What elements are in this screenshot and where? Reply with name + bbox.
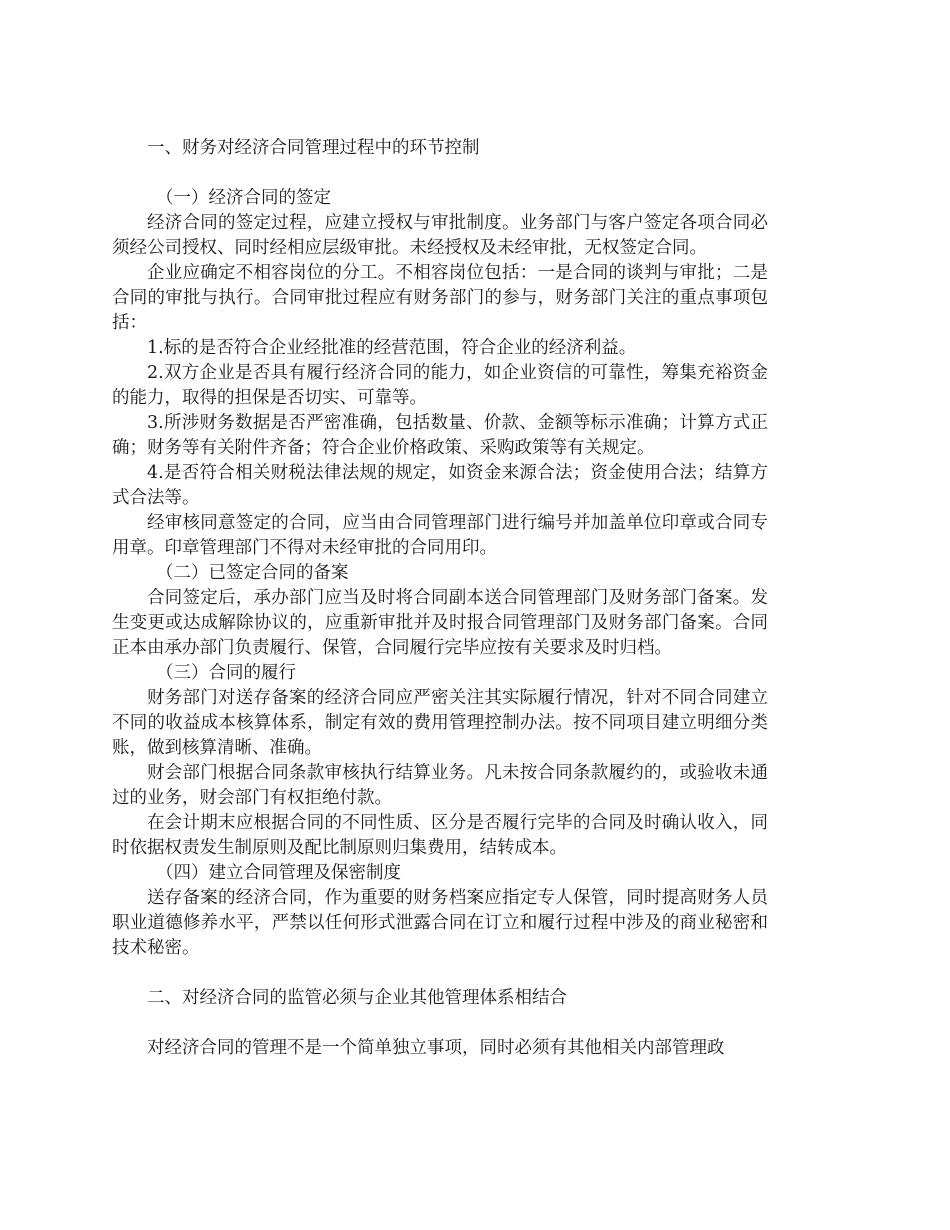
list-item: 3.所涉财务数据是否严密准确，包括数量、价款、金额等标示准确；计算方式正确；财务等有关附件齐备；符合企业价格政策、采购政策等有关规定。 [112,413,768,458]
paragraph: 合同签定后，承办部门应当及时将合同副本送合同管理部门及财务部门备案。发生变更或达成解除协议的，应重新审批并及时报合同管理部门及财务部门备案。合同正本由承办部门负责履行、保管，合同履行完毕应按有关要求及时归档。 [112,588,768,658]
paragraph: 经审核同意签定的合同，应当由合同管理部门进行编号并加盖单位印章或合同专用章。印章管理部门不得对未经审批的合同用印。 [112,513,768,558]
paragraph: 企业应确定不相容岗位的分工。不相容岗位包括：一是合同的谈判与审批；二是合同的审批与执行。合同审批过程应有财务部门的参与，财务部门关注的重点事项包括： [112,263,768,333]
section-1-heading: 一、财务对经济合同管理过程中的环节控制 [147,138,480,158]
subsection-2-heading: （二）已签定合同的备案 [156,563,349,583]
paragraph: 财务部门对送存备案的经济合同应严密关注其实际履行情况，针对不同合同建立不同的收益成本核算体系，制定有效的费用管理控制办法。按不同项目建立明细分类账，做到核算清晰、准确。 [112,688,768,758]
subsection-4-heading: （四）建立合同管理及保密制度 [156,863,401,883]
list-item: 2.双方企业是否具有履行经济合同的能力，如企业资信的可靠性，筹集充裕资金的能力，取得的担保是否切实、可靠等。 [112,363,768,408]
paragraph: 财会部门根据合同条款审核执行结算业务。凡未按合同条款履约的，或验收未通过的业务，财会部门有权拒绝付款。 [112,763,768,808]
spacer [112,961,768,986]
spacer [112,1011,768,1036]
document-page [112,136,768,1061]
paragraph: 送存备案的经济合同，作为重要的财务档案应指定专人保管，同时提高财务人员职业道德修养水平，严禁以任何形式泄露合同在订立和履行过程中涉及的商业秘密和技术秘密。 [112,888,768,958]
paragraph: 经济合同的签定过程，应建立授权与审批制度。业务部门与客户签定各项合同必须经公司授权、同时经相应层级审批。未经授权及未经审批，无权签定合同。 [112,213,768,258]
paragraph: 对经济合同的管理不是一个简单独立事项，同时必须有其他相关内部管理政 [147,1038,725,1058]
paragraph: 在会计期末应根据合同的不同性质、区分是否履行完毕的合同及时确认收入，同时依据权责发生制原则及配比制原则归集费用，结转成本。 [112,813,768,858]
list-item: 4.是否符合相关财税法律法规的规定，如资金来源合法；资金使用合法；结算方式合法等。 [112,463,768,508]
spacer [112,161,768,186]
section-2-heading: 二、对经济合同的监管必须与企业其他管理体系相结合 [147,988,567,1008]
subsection-1-heading: （一）经济合同的签定 [156,188,331,208]
list-item: 1.标的是否符合企业经批准的经营范围，符合企业的经济利益。 [147,338,637,358]
subsection-3-heading: （三）合同的履行 [156,663,296,683]
